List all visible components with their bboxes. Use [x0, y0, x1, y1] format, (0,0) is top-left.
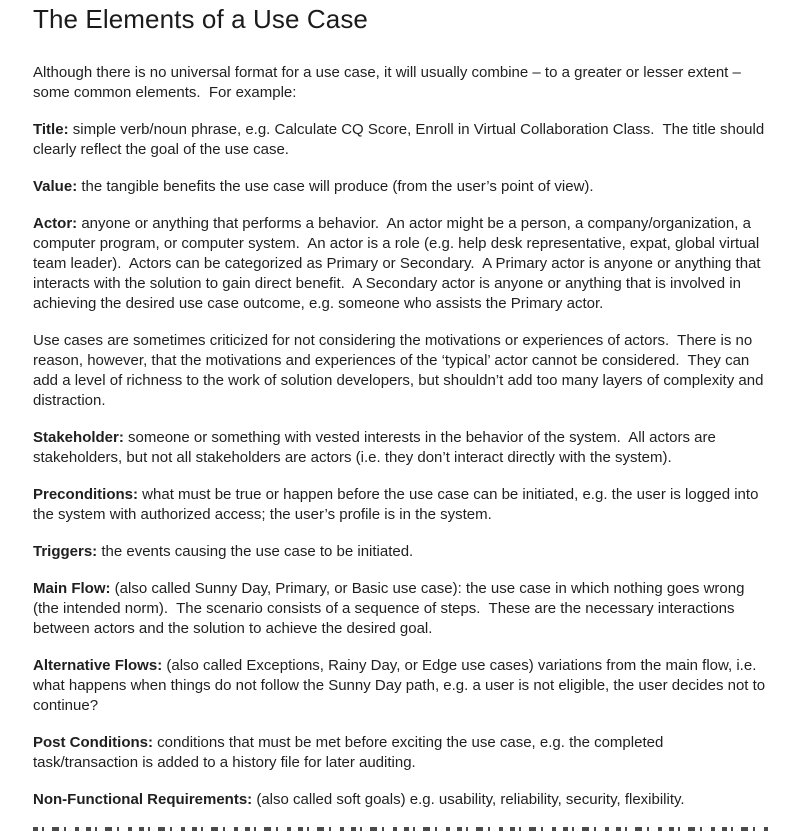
- paragraph-text: someone or something with vested interests in the behavior of the system. All actors are stakeholders, but not all stakeholders are actors (i.e. they don’t interact directly with the system).: [33, 429, 720, 466]
- paragraph-text: the events causing the use case to be initiated.: [97, 543, 414, 560]
- paragraph-text: simple verb/noun phrase, e.g. Calculate CQ Score, Enroll in Virtual Collaboration Class. The title should clearly reflect the goal of the use case.: [33, 121, 769, 158]
- paragraph-text: (also called Exceptions, Rainy Day, or Edge use cases) variations from the main flow, i.e. what happens when things do not follow the Sunny Day path, e.g. a user is not eligible, the user decides not to continue?: [33, 657, 770, 714]
- paragraph-post-conditions-element: [33, 733, 769, 773]
- paragraph-label: Preconditions:: [33, 486, 139, 503]
- clipped-next-line-top: [33, 827, 769, 831]
- paragraph-alternative-flows-element: [33, 656, 769, 716]
- paragraph-label: Non-Functional Requirements:: [33, 791, 253, 808]
- page-title: The Elements of a Use Case: [33, 4, 368, 34]
- paragraph-label: Title:: [33, 121, 69, 138]
- paragraph-text: what must be true or happen before the use case can be initiated, e.g. the user is logged into the system with authorized access; the user’s profile is in the system.: [33, 486, 763, 523]
- paragraph-title-element: [33, 120, 769, 160]
- paragraph-non-functional-requirements-element: [33, 790, 769, 810]
- paragraph-label: Value:: [33, 178, 78, 195]
- paragraph-text: conditions that must be met before exciting the use case, e.g. the completed task/transaction is added to a history file for later auditing.: [33, 734, 668, 771]
- paragraph-label: Post Conditions:: [33, 734, 153, 751]
- paragraph-text: anyone or anything that performs a behavior. An actor might be a person, a company/organization, a computer program, or computer system. An actor is a role (e.g. help desk representative, expat, global virtual team leader). Actors can be categorized as Primary or Secondary. A Primary actor is anyone or anything that interacts with the solution to gain direct benefit. A Secondary actor is anyone or anything that is involved in achieving the desired use case outcome, e.g. someone who assists the Primary actor.: [33, 215, 765, 312]
- paragraph-label: Stakeholder:: [33, 429, 124, 446]
- paragraph-label: Triggers:: [33, 543, 98, 560]
- paragraph-main-flow-element: [33, 579, 769, 639]
- intro-paragraph: [33, 63, 769, 103]
- paragraph-label: Alternative Flows:: [33, 657, 163, 674]
- paragraph-stakeholder-element: [33, 428, 769, 468]
- paragraph-text: Use cases are sometimes criticized for not considering the motivations or experiences of actors. There is no reason, however, that the motivations and experiences of the ‘typical’ actor cannot be considered. They can add a level of richness to the work of solution developers, but shouldn’t add too many layers of complexity and distraction.: [33, 332, 768, 409]
- paragraph-text: Although there is no universal format for a use case, it will usually combine – to a greater or lesser extent – some common elements. For example:: [33, 64, 746, 101]
- paragraph-label: Main Flow:: [33, 580, 111, 597]
- paragraph-actor-criticism: [33, 331, 769, 411]
- paragraph-text: the tangible benefits the use case will produce (from the user’s point of view).: [77, 178, 594, 195]
- paragraph-actor-element: [33, 214, 769, 314]
- paragraph-label: Actor:: [33, 215, 78, 232]
- paragraph-triggers-element: [33, 542, 769, 562]
- paragraph-text: (also called soft goals) e.g. usability, reliability, security, flexibility.: [252, 791, 685, 808]
- paragraph-preconditions-element: [33, 485, 769, 525]
- paragraph-text: (also called Sunny Day, Primary, or Basic use case): the use case in which nothing goes wrong (the intended norm). The scenario consists of a sequence of steps. These are the necessary interactions between actors and the solution to achieve the desired goal.: [33, 580, 749, 637]
- paragraph-value-element: [33, 177, 769, 197]
